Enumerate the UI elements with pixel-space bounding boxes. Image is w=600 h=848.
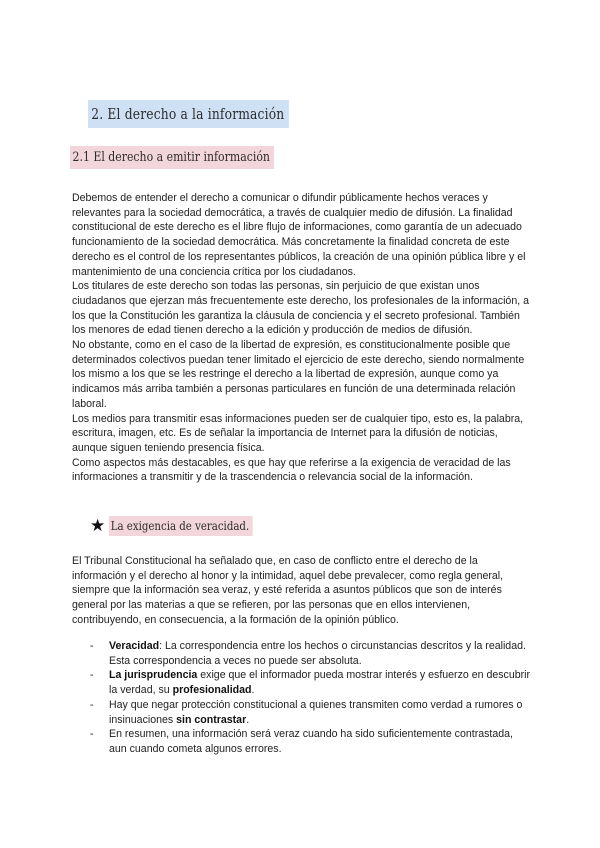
bullet-dash: - (90, 698, 94, 711)
bullet-list (90, 639, 530, 757)
bullet-dash: - (90, 728, 94, 741)
body-text-block (72, 191, 532, 485)
bold-term: profesionalidad (172, 684, 252, 697)
paragraph: Como aspectos más destacables, es que hay que referirse a la exigencia de veracidad de las informaciones a transmitir y de la trascendencia o relevancia social de la información. (72, 456, 511, 484)
item-text: exige que el informador pueda mostrar interés y esfuerzo en descubrir la verdad, su (109, 669, 531, 697)
subsection-heading: 2.1 El derecho a emitir información (70, 146, 274, 169)
list-item (90, 727, 530, 756)
list-item (90, 639, 530, 668)
bold-term: sin contrastar (176, 713, 247, 726)
item-text: . (251, 684, 255, 697)
item-text: . (246, 713, 250, 726)
paragraph: El Tribunal Constitucional ha señalado que, en caso de conflicto entre el derecho de la información y el derecho al honor y la intimidad, aquel debe prevalecer, como regla general, siempre que la información sea veraz, y esté referida a asuntos públicos que son de interés general por las materias a que se refieren, por las personas que en ellos intervienen, contribuyendo, en consecuencia, a la formación de la opinión público. (72, 555, 504, 626)
veracity-heading: La exigencia de veracidad. (109, 516, 253, 536)
paragraph: Los medios para transmitir esas informaciones pueden ser de cualquier tipo, esto es, la palabra, escritura, imagen, etc. Es de señalar la importancia de Internet para la difusión de noticias, aunque siguen teniendo presencia física. (72, 412, 524, 454)
item-text: Hay que negar protección constitucional a quienes transmiten como verdad a rumores o insinuaciones (109, 698, 523, 726)
star-icon: ★ (90, 516, 106, 535)
item-text: : La correspondencia entre los hechos o circunstancias descritos y la realidad. Esta correspondencia a veces no puede ser absoluta. (109, 640, 526, 667)
paragraph: No obstante, como en el caso de la libertad de expresión, es constitucionalmente posible que determinados colectivos puedan tener limitado el ejercicio de este derecho, siendo normalmente los mismo a los que se les restringe el derecho a la libertad de expresión, aunque como ya indicamos más arriba también a personas particulares en función de una determinada relación laboral. (72, 339, 525, 410)
paragraph: Los titulares de este derecho son todas las personas, sin perjuicio de que existan unos ciudadanos que ejerzan más frecuentemente este derecho, los profesionales de la información, a los que la Constitución les garantiza la cláusula de conciencia y el secreto profesional. También los menores de edad tienen derecho a la edición y producción de medios de difusión. (72, 280, 529, 337)
bold-term: Veracidad (109, 640, 160, 652)
body-text-block (72, 554, 532, 628)
bullet-dash: - (90, 669, 94, 682)
section-heading: 2. El derecho a la información (88, 100, 289, 128)
bullet-dash: - (90, 640, 94, 652)
veracity-heading-row (90, 515, 278, 537)
paragraph: Debemos de entender el derecho a comunicar o difundir públicamente hechos veraces y relevantes para la sociedad democrática, a través de cualquier medio de difusión. La finalidad constitucional de este derecho es el libre flujo de informaciones, como garantía de un adecuado funcionamiento de la sociedad democrática. Más concretamente la finalidad concreta de este derecho es el control de los representantes públicos, la creación de una opinión pública libre y el mantenimiento de una conciencia crítica por los ciudadanos. (72, 192, 526, 278)
list-item (90, 668, 530, 697)
item-text: En resumen, una información será veraz cuando ha sido suficientemente contrastada, aun cuando cometa algunos errores. (109, 728, 513, 755)
list-item (90, 698, 530, 727)
bold-term: La jurisprudencia (109, 669, 198, 682)
